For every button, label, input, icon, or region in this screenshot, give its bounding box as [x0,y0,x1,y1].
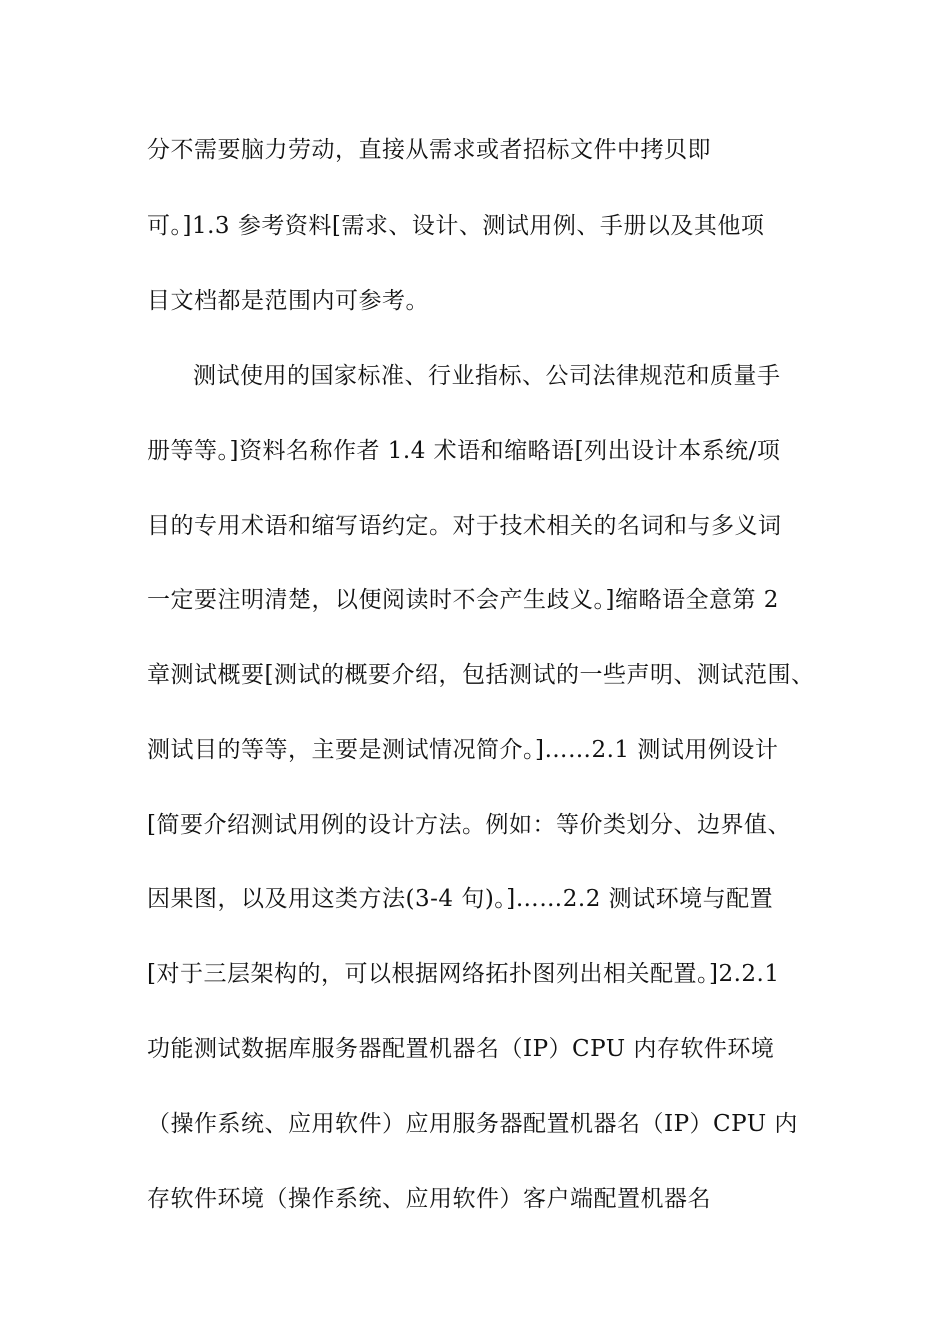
text-line-2: 可。]1.3 参考资料[需求、设计、测试用例、手册以及其他项 [147,213,765,239]
text-line-6: 目的专用术语和缩写语约定。对于技术相关的名词和与多义词 [147,513,782,539]
text-line-13: 功能测试数据库服务器配置机器名（IP）CPU 内存软件环境 [147,1036,775,1062]
text-line-11: 因果图，以及用这类方法(3-4 句)。]……2.2 测试环境与配置 [147,886,774,912]
text-line-14: （操作系统、应用软件）应用服务器配置机器名（IP）CPU 内 [147,1111,798,1137]
text-line-15: 存软件环境（操作系统、应用软件）客户端配置机器名 [147,1186,711,1212]
text-line-10: [简要介绍测试用例的设计方法。例如：等价类划分、边界值、 [147,812,791,838]
text-line-4: 测试使用的国家标准、行业指标、公司法律规范和质量手 [193,363,781,389]
text-line-3: 目文档都是范围内可参考。 [147,288,429,314]
text-line-12: [对于三层架构的，可以根据网络拓扑图列出相关配置。]2.2.1 [147,961,780,987]
text-line-5: 册等等。]资料名称作者 1.4 术语和缩略语[列出设计本系统/项 [147,438,781,464]
text-line-8: 章测试概要[测试的概要介绍，包括测试的一些声明、测试范围、 [147,662,815,688]
text-line-7: 一定要注明清楚，以便阅读时不会产生歧义。]缩略语全意第 2 [147,587,779,613]
text-line-1: 分不需要脑力劳动，直接从需求或者招标文件中拷贝即 [147,137,711,163]
text-line-9: 测试目的等等，主要是测试情况简介。]……2.1 测试用例设计 [147,737,779,763]
